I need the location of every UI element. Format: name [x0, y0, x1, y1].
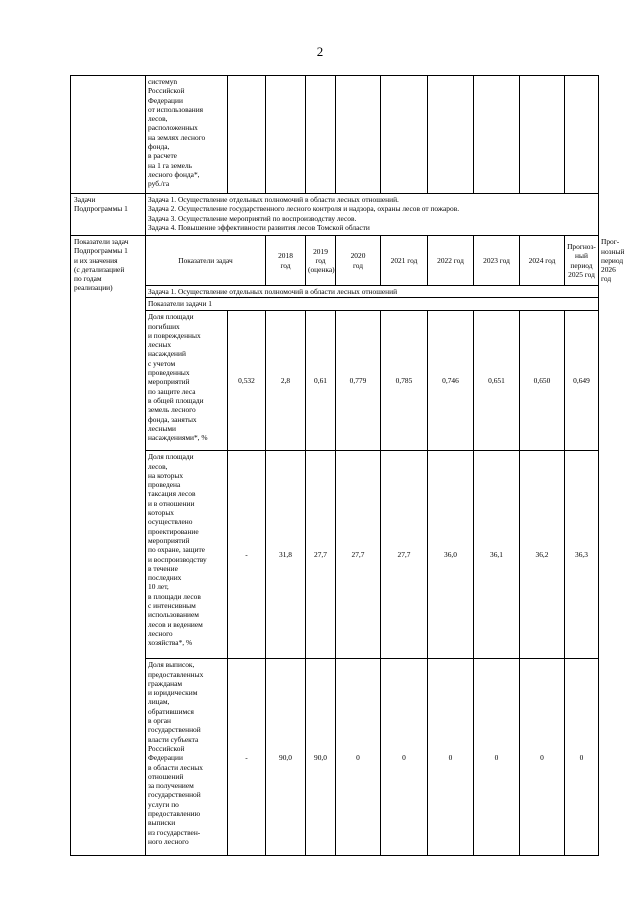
task1-title-row — [71, 286, 599, 298]
value-cell: 0,785 — [381, 311, 428, 451]
tasks-label: Задачи Подпрограммы 1 — [71, 194, 146, 236]
indicator-name: Доля площади погибших и поврежденных лесных насаждений с учетом проведенных мероприятий по защите леса в общей площади земель лесного фонда, занятых лесными насаждениями*, % — [146, 311, 228, 451]
value-cell: 0 — [336, 659, 381, 856]
value-cell: 27,7 — [336, 451, 381, 659]
value-cell: 0 — [428, 659, 474, 856]
table-row — [71, 451, 599, 659]
indicators-label: Показатели задач Подпрограммы 1 и их значения (с детализацией по годам реализации) — [71, 236, 146, 856]
empty-cell — [71, 76, 146, 194]
value-cell: 0 — [565, 659, 599, 856]
header-year: 2024 год — [520, 236, 565, 286]
value-cell: 0,61 — [306, 311, 336, 451]
task1-subtitle: Показатели задачи 1 — [146, 298, 599, 311]
page-number: 2 — [316, 44, 324, 59]
table-row — [71, 76, 599, 194]
tasks-list — [146, 194, 599, 236]
header-year: 2019 год (оценка) — [306, 236, 336, 286]
header-year: 2021 год — [381, 236, 428, 286]
value-cell: 27,7 — [381, 451, 428, 659]
indicator-name-continued: системуn Российской Федерации от использования лесов, расположенных на землях лесного фонда, в расчете на 1 га земель лесного фонда*, руб./га — [146, 76, 228, 194]
value-cell: 0,651 — [474, 311, 520, 451]
task-item: Задача 1. Осуществление отдельных полномочий в области лесных отношений. — [148, 195, 399, 204]
task1-sub-row — [71, 298, 599, 311]
value-cell: 0 — [520, 659, 565, 856]
value-cell: 0,746 — [428, 311, 474, 451]
header-year: Прогноз- ный период 2025 год — [565, 236, 599, 286]
value-cell: - — [228, 451, 266, 659]
value-cell: 36,3 — [565, 451, 599, 659]
value-cell: 31,8 — [266, 451, 306, 659]
value-cell: 0 — [474, 659, 520, 856]
tasks-row — [71, 194, 599, 236]
header-year: 2022 год — [428, 236, 474, 286]
value-cell: 27,7 — [306, 451, 336, 659]
program-table — [70, 75, 625, 856]
value-cell: 90,0 — [306, 659, 336, 856]
value-cell: - — [228, 659, 266, 856]
task-item: Задача 2. Осуществление государственного лесного контроля и надзора, охраны лесов от пожаров. — [148, 204, 460, 214]
task-item: Задача 4. Повышение эффективности развития лесов Томской области — [148, 222, 370, 232]
header-indicator-name: Показатели задач — [146, 236, 266, 286]
indicator-name: Доля выписок, предоставленных гражданам и юридическим лицам, обратившимся в орган государственной власти субъекта Российской Федерации в области лесных отношений за получением государственной услуги по предоставлению выписки из государствен- ного лесного — [146, 659, 228, 856]
value-cell: 0 — [381, 659, 428, 856]
value-cell: 36,1 — [474, 451, 520, 659]
table-row — [71, 311, 599, 451]
value-cell: 90,0 — [266, 659, 306, 856]
value-cell: 36,2 — [520, 451, 565, 659]
header-year: 2018 год — [266, 236, 306, 286]
value-cell: 0,532 — [228, 311, 266, 451]
value-cell: 36,0 — [428, 451, 474, 659]
indicators-header-row: Показатели задач Подпрограммы 1 и их значения (с детализацией по годам реализации) Показатели задач 2018 год 2019 год (оценка) 2020 год 2021 год 2022 год 2023 год 2024 год Прогноз- ный период 2025 год Прог- нозный период 2026 год — [71, 236, 599, 286]
task1-title: Задача 1. Осуществление отдельных полномочий в области лесных отношений — [146, 286, 599, 298]
task-item: Задача 3. Осуществление мероприятий по воспроизводству лесов. — [148, 213, 357, 223]
header-year: 2020 год — [336, 236, 381, 286]
value-cell: 0,779 — [336, 311, 381, 451]
header-year: 2023 год — [474, 236, 520, 286]
indicator-name: Доля площади лесов, на которых проведена таксация лесов и в отношении которых осуществлено проектирование мероприятий по охране, защите и воспроизводству в течение последних 10 лет, в площади лесов с интенсивным использованием лесов и ведением лесного хозяйства*, % — [146, 451, 228, 659]
value-cell: 2,8 — [266, 311, 306, 451]
table-row — [71, 659, 599, 856]
value-cell: 0,650 — [520, 311, 565, 451]
value-cell: 0,649 — [565, 311, 599, 451]
